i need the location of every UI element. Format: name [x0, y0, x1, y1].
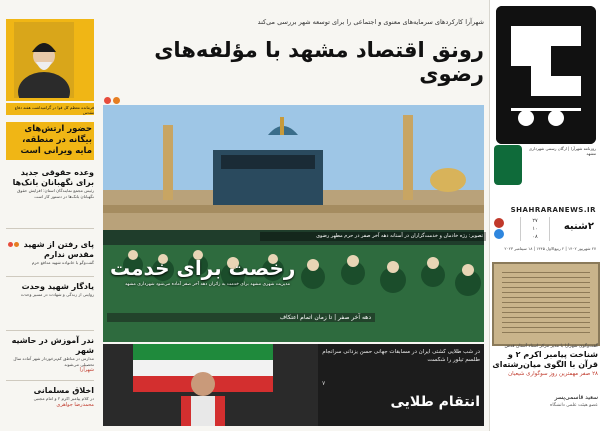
left-story-title: یادگار شهید وحدت: [21, 282, 94, 291]
masthead-dates: ۲۷ شهریور ۱۴۰۲ | ۲ ربیع‌الاول ۱۴۴۵ | ۱۸ سپتامبر ۲۰۲۳: [504, 246, 596, 251]
circle-icon: [494, 218, 504, 228]
left-story-title: پای رفتن از شهید مقدس ندارم: [23, 240, 94, 259]
issue-info: [494, 217, 596, 243]
left-story[interactable]: [6, 240, 94, 266]
left-story-body: روایتی از زندگی و شهادت در مسیر وحدت: [20, 292, 94, 297]
logo-icon: [496, 6, 596, 144]
left-story-body: گفت‌وگو با خانواده شهید مدافع حرم: [31, 260, 94, 265]
shrine-photo: [103, 105, 484, 342]
circle-icon: [494, 229, 504, 239]
main-photo-title[interactable]: رخصت برای خدمت: [110, 256, 296, 280]
divider: [6, 228, 94, 229]
manuscript-story[interactable]: [490, 344, 598, 379]
author-name: سعید قاسمی‌پسر: [554, 394, 598, 401]
story-page-number: ۷: [322, 380, 326, 387]
author-box: [490, 394, 598, 410]
left-story[interactable]: [6, 336, 94, 373]
circle-icon: [113, 97, 120, 104]
left-story[interactable]: [6, 386, 94, 408]
left-story-title: وعده حقوقی جدید برای نگهبانان بانک‌ها: [12, 168, 94, 187]
photo-overlay-caption: تصویر: رژه خادمان و خدمت‌گزاران در آستانه دهه آخر صفر در حرم مطهر رضوی: [260, 232, 486, 241]
seal-emblem: [494, 145, 522, 185]
manuscript-date: ۲۸ صفر مهمترین روز سوگواری شیعیان: [508, 371, 598, 377]
website-url[interactable]: SHAHRARANEWS.IR: [510, 206, 596, 214]
date-line: ۱۰: [532, 226, 538, 232]
main-headline[interactable]: رونق اقتصاد مشهد با مؤلفه‌های رضوی: [154, 38, 484, 86]
left-story-tag: شهرآرا: [79, 367, 94, 373]
leader-portrait: [14, 22, 74, 98]
photo-banner: دهه آخر صفر | تا زمان اتمام اعتکاف: [107, 313, 375, 322]
date-box: [520, 217, 550, 241]
author-role: عضو هیئت علمی دانشگاه: [550, 403, 598, 408]
leader-intro: فرمانده معظم کل قوا در گرامیداشت هفته دفاع مقدس: [6, 103, 94, 115]
circle-icon: [104, 97, 111, 104]
wrestler-image: [103, 344, 318, 426]
logo: [496, 6, 596, 144]
left-story-tag: محمدرضا جواهری: [56, 401, 94, 408]
left-story-title: اخلاق مسلمانی: [33, 386, 94, 395]
leader-photo[interactable]: [14, 22, 74, 98]
manuscript-kicker: گفت‌وگوی شهرآرا با مدیر مرکز اسناد آستان قدس: [504, 344, 598, 349]
date-line: ۰۸: [532, 234, 538, 240]
left-story-title: ندر آموزش در حاشیه شهر: [11, 336, 94, 355]
left-story-body: مدارس در مناطق کم‌برخوردار شهر آماده سال تحصیلی می‌شوند: [13, 356, 94, 367]
leader-headline[interactable]: حضور ارتش‌های بیگانه در منطقه، مایه ویرانی است: [6, 122, 94, 160]
divider: [6, 276, 94, 277]
main-photo[interactable]: [103, 105, 484, 342]
masthead-tagline: روزنامه شهرآرا | ارگان رسمی شهرداری مشهد: [528, 146, 596, 156]
wrestling-story-text: در شب طلایی کشتی ایران در مسابقات جهانی حسن یزدانی سرانجام طلسم تیلور را شکست: [322, 349, 480, 363]
main-photo-caption: مدیریت شهری مشهد برای خدمت به زائران دهه آخر صفر آماده می‌شود شهرداری مشهد: [124, 282, 290, 287]
left-story[interactable]: [6, 168, 94, 199]
wrestling-story-title[interactable]: انتقام طلایی: [390, 394, 480, 410]
manuscript-image: [492, 262, 600, 346]
left-story-body: در کلام پیامبر اکرم ۲ و امام مجتبی: [33, 396, 94, 401]
left-story[interactable]: [6, 282, 94, 298]
left-story-body: رئیس مجمع نمایندگان استان: افزایش حقوق نگهبانان بانک‌ها در دستور کار است: [17, 188, 94, 199]
colored-circles: [494, 217, 514, 240]
date-line: ۲۷: [532, 218, 538, 224]
headline-kicker: شهرآرا کارکردهای سرمایه‌های معنوی و اجتماعی را برای توسعه شهر بررسی می‌کند: [257, 18, 484, 26]
manuscript-title: شناخت پیامبر اکرم ۲ و قرآن با الگوی میان‌رشته‌ای: [492, 350, 598, 369]
day-name: ۲شنبه: [563, 221, 594, 232]
divider: [6, 330, 94, 331]
divider: [6, 380, 94, 381]
